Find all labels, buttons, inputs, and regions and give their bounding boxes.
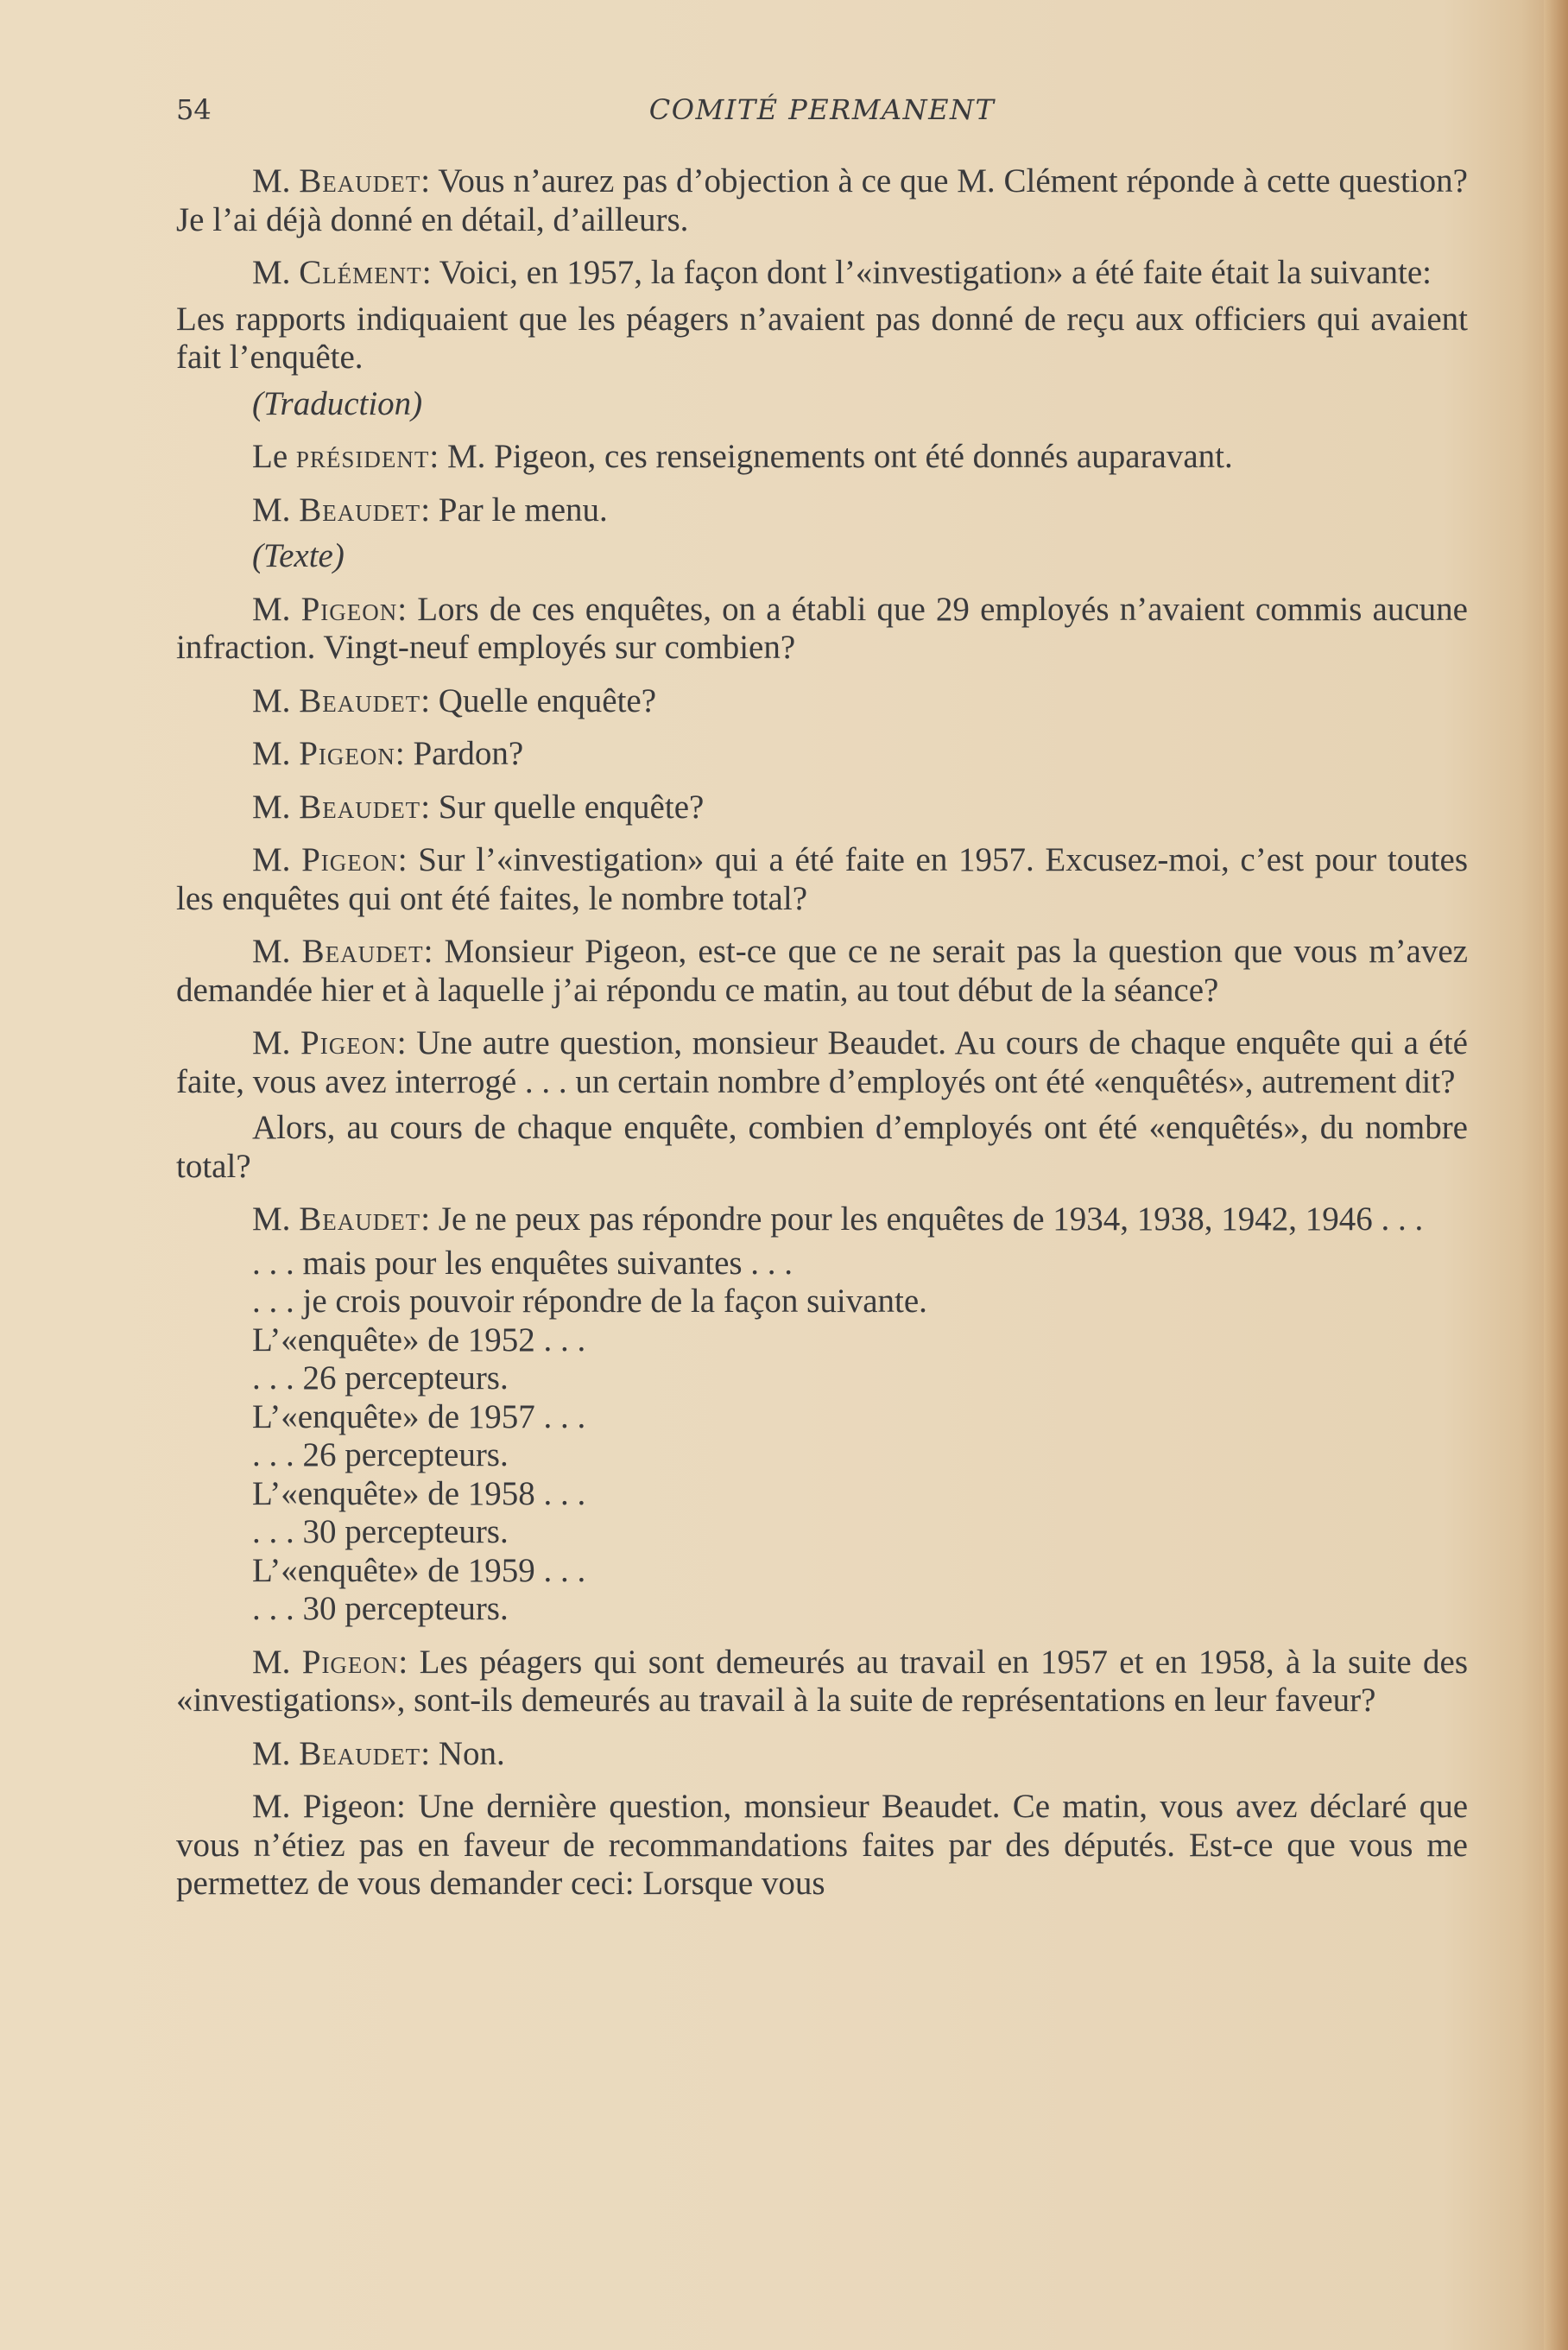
paragraph: M. Pigeon: Une dernière question, monsieur Beaudet. Ce matin, vous avez déclaré que vous n’étiez pas en faveur de recommandations faites par des députés. Est-ce que vous me permettez de vous demander ceci: Lorsque vous [176, 1788, 1468, 1902]
paragraph: Alors, au cours de chaque enquête, combien d’employés ont été «enquêtés», du nombre total? [176, 1109, 1468, 1185]
list-item: . . . 30 percepteurs. [252, 1590, 509, 1627]
list-item: . . . 26 percepteurs. [252, 1436, 509, 1473]
list-item: . . . 30 percepteurs. [252, 1513, 509, 1550]
paragraph: M. Pigeon: Pardon? [252, 735, 524, 772]
speaker-name: Beaudet [299, 1734, 421, 1772]
speaker-name: Beaudet [299, 162, 421, 200]
speaker-name: Beaudet [299, 681, 421, 719]
paragraph: Les rapports indiquaient que les péagers n’avaient pas donné de reçu aux officiers qui avaient fait l’enquête. [176, 300, 1468, 376]
speaker-name: président [295, 438, 430, 475]
paragraph: M. Pigeon: Lors de ces enquêtes, on a établi que 29 employés n’avaient commis aucune infraction. Vingt-neuf employés sur combien? [176, 590, 1468, 666]
speaker-name: Pigeon [301, 1643, 399, 1681]
list-item: . . . 26 percepteurs. [252, 1359, 509, 1397]
list-item: . . . mais pour les enquêtes suivantes . . . [252, 1244, 793, 1282]
speaker-name: Pigeon [300, 590, 398, 628]
page-body [176, 162, 1468, 1903]
page-header [176, 93, 1468, 128]
paragraph: M. Beaudet: Sur quelle enquête? [252, 788, 705, 826]
paragraph: M. Beaudet: Vous n’aurez pas d’objection à ce que M. Clément réponde à cette question? Je l’ai déjà donné en détail, d’ailleurs. [176, 162, 1468, 238]
speaker-name: Pigeon [301, 841, 398, 878]
speaker-name: Beaudet [301, 933, 424, 970]
page-edge [1544, 0, 1568, 2350]
enquiry-list [176, 1245, 1468, 1629]
paragraph: M. Clément: Voici, en 1957, la façon dont l’«investigation» a été faite était la suivante: [252, 254, 1432, 291]
paragraph: M. Beaudet: Quelle enquête? [252, 681, 657, 719]
list-item: L’«enquête» de 1952 . . . [252, 1321, 586, 1359]
paragraph: M. Pigeon: Sur l’«investigation» qui a été faite en 1957. Excusez-moi, c’est pour toutes les enquêtes qui ont été faites, le nombre total? [176, 841, 1468, 917]
paragraph: M. Beaudet: Monsieur Pigeon, est-ce que ce ne serait pas la question que vous m’avez demandée hier et à laquelle j’ai répondu ce matin, au tout début de la séance? [176, 933, 1468, 1009]
paragraph: M. Pigeon: Une autre question, monsieur Beaudet. Au cours de chaque enquête qui a été faite, vous avez interrogé . . . un certain nombre d’employés ont été «enquêtés», autrement dit? [176, 1024, 1468, 1100]
paragraph: M. Beaudet: Je ne peux pas répondre pour les enquêtes de 1934, 1938, 1942, 1946 . . . [252, 1200, 1424, 1238]
paragraph: Le président: M. Pigeon, ces renseignements ont été donnés auparavant. [252, 438, 1233, 475]
list-item: L’«enquête» de 1958 . . . [252, 1474, 586, 1512]
speaker-name: Beaudet [299, 491, 421, 529]
paragraph: M. Pigeon: Les péagers qui sont demeurés au travail en 1957 et en 1958, à la suite des «investigations», sont-ils demeurés au travail à la suite de représentations en leur faveur? [176, 1643, 1468, 1719]
text-note: (Texte) [252, 537, 345, 574]
list-item: . . . je crois pouvoir répondre de la façon suivante. [252, 1283, 927, 1320]
page-number: 54 [176, 93, 212, 126]
speaker-name: Pigeon [300, 1024, 397, 1061]
paragraph: M. Beaudet: Non. [252, 1734, 505, 1772]
speaker-name: Beaudet [299, 1200, 421, 1238]
list-item: L’«enquête» de 1959 . . . [252, 1551, 586, 1589]
paragraph: M. Beaudet: Par le menu. [252, 491, 608, 529]
speaker-name: Beaudet [299, 788, 421, 826]
speaker-name: Clément [299, 254, 422, 291]
translation-note: (Traduction) [252, 384, 423, 422]
speaker-name: Pigeon [299, 735, 395, 772]
list-item: L’«enquête» de 1957 . . . [252, 1397, 586, 1435]
running-head: COMITÉ PERMANENT [648, 93, 996, 126]
